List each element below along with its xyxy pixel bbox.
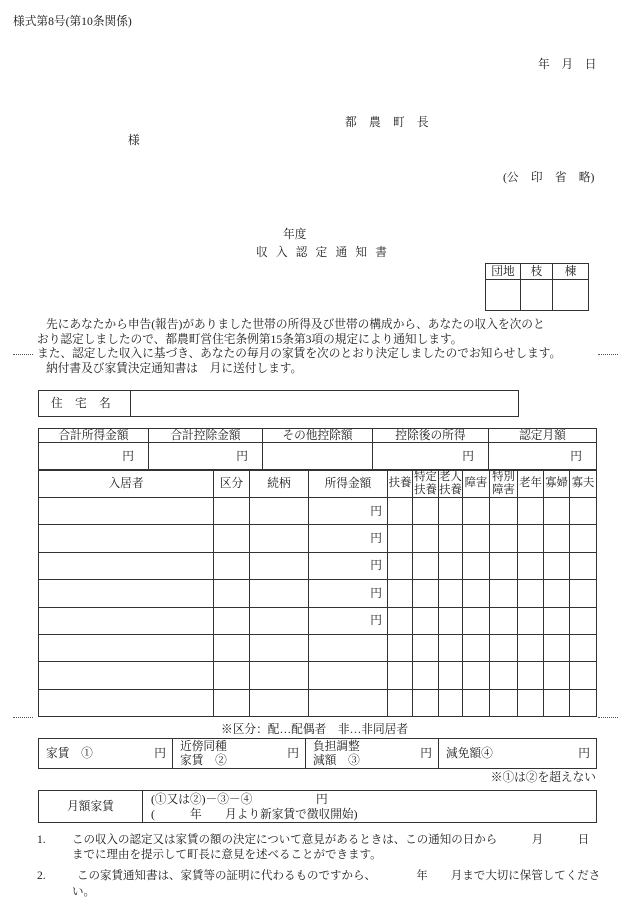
monthly-rent-label: 月額家賃 [39,791,143,823]
housing-id-header-row [486,264,589,280]
monthly-rent-row [39,791,597,823]
category-note: ※区分：配…配偶者 非…非同居者 [221,723,409,736]
header-senior: 老年 [518,470,544,498]
housing-id-value-row [486,280,589,311]
dependent-cell [388,525,413,552]
seal-omitted-note: (公 印 省 略) [503,171,595,184]
widow-cell [544,662,570,689]
header-building: 棟 [553,264,589,280]
intro-paragraph [37,318,561,376]
monthly-rent-formula-line [151,792,596,807]
rent-base-label: 家賃 ① [46,746,93,760]
senior-cell [518,607,544,634]
dependent-cell [388,552,413,579]
resident-income-cell: 円 [309,525,388,552]
monthly-rent-formula: (①又は②)－③－④ [151,792,253,806]
form-number: 様式第8号(第10条関係) [13,15,132,28]
elderly-dependent-cell [439,607,463,634]
special-disability-cell [490,662,518,689]
resident-category-cell [214,552,250,579]
widow-cell [544,580,570,607]
widow-cell [544,525,570,552]
resident-row [39,580,597,607]
widower-cell [570,580,597,607]
specific-dependent-cell [413,552,439,579]
resident-relation-cell [250,689,309,716]
widower-cell [570,607,597,634]
resident-name-cell [39,580,214,607]
header-special-disability: 特別 障害 [490,470,518,498]
resident-name-cell [39,498,214,525]
special-disability-cell [490,689,518,716]
fold-mark-left [13,717,33,718]
intro-line: 納付書及び家賃決定通知書は 月に送付します。 [46,361,303,375]
senior-cell [518,525,544,552]
senior-cell [518,580,544,607]
monthly-rent-detail [143,791,597,823]
header-dependent: 扶養 [388,470,413,498]
resident-relation-cell [250,498,309,525]
disability-cell [463,552,490,579]
header-total-income: 合計所得金額 [39,429,149,443]
disability-cell [463,689,490,716]
senior-cell [518,634,544,661]
header-elderly-dependent: 老人 扶養 [439,471,462,496]
resident-name-cell [39,552,214,579]
elderly-dependent-cell [439,580,463,607]
note-number: 1. [37,834,46,846]
header-other-deduction: その他控除額 [263,429,373,443]
resident-relation-cell [250,525,309,552]
elderly-dependent-cell [439,552,463,579]
resident-category-cell [214,607,250,634]
rent-cell-adjustment [306,739,439,769]
resident-relation-cell [250,552,309,579]
total-deduction-value: 円 [149,443,263,471]
issuer: 都 農 町 長 [345,116,429,129]
special-disability-cell [490,607,518,634]
certified-monthly-amount-value: 円 [489,443,597,471]
total-income-value: 円 [39,443,149,471]
resident-income-cell [309,662,388,689]
rent-cell-exemption [439,739,597,769]
resident-category-cell [214,634,250,661]
resident-income-cell [309,689,388,716]
yen-unit: 円 [316,792,328,806]
yen-unit: 円 [578,746,590,760]
dependent-cell [388,607,413,634]
resident-income-cell: 円 [309,552,388,579]
disability-cell [463,662,490,689]
rent-row [39,739,597,769]
widower-cell [570,498,597,525]
resident-row [39,525,597,552]
senior-cell [518,662,544,689]
resident-name-cell [39,634,214,661]
housing-name-table [38,390,519,417]
elderly-dependent-cell [439,498,463,525]
header-specific-dependent: 特定 扶養 [414,471,437,496]
senior-cell [518,498,544,525]
widower-cell [570,634,597,661]
fold-mark-right [598,717,618,718]
resident-category-cell [214,525,250,552]
widow-cell [544,498,570,525]
resident-income-cell: 円 [309,580,388,607]
disability-cell [463,634,490,661]
rent-cell-content [439,747,596,761]
housing-name-label: 住 宅 名 [39,391,131,417]
resident-row [39,607,597,634]
intro-line: おり認定しましたので、都農町営住宅条例第15条第3項の規定により通知します。 [37,332,463,346]
resident-row [39,689,597,716]
header-income-after-deduction: 控除後の所得 [373,429,489,443]
widow-cell [544,607,570,634]
header-resident: 入居者 [39,470,214,498]
resident-relation-cell [250,662,309,689]
residents-table [38,469,597,717]
fold-mark-left [13,354,33,355]
rent-cell-base [39,739,173,769]
header-branch: 枝 [521,264,553,280]
monthly-rent-table [38,790,597,823]
resident-row [39,498,597,525]
note-line: この家賃通知書は、家賃等の証明に代わるものですから、 年 月まで大切に保管してくださ [77,870,601,882]
specific-dependent-cell [413,662,439,689]
note-line: い。 [72,886,95,898]
rent-cell-content [39,747,172,761]
elderly-dependent-cell [439,634,463,661]
widow-cell [544,689,570,716]
header-complex: 団地 [486,264,521,280]
complex-value-cell [486,280,521,311]
dependent-cell [388,580,413,607]
yen-unit: 円 [154,746,166,760]
rent-cap-note: ※①は②を超えない [490,771,596,784]
resident-relation-cell [250,580,309,607]
specific-dependent-cell [413,634,439,661]
dependent-cell [388,634,413,661]
widow-cell [544,552,570,579]
header-disability: 障害 [463,470,490,498]
widower-cell [570,689,597,716]
yen-unit: 円 [420,746,432,760]
header-widow: 寡婦 [544,470,570,498]
rent-cell-market [173,739,306,769]
rent-table [38,738,597,769]
addressee-honorific: 様 [128,134,140,147]
intro-line: また、認定した収入に基づき、あなたの毎月の家賃を次のとおり決定しましたのでお知らせします。 [37,347,562,361]
elderly-dependent-cell [439,689,463,716]
widow-cell [544,634,570,661]
special-disability-cell [490,634,518,661]
specific-dependent-cell [413,498,439,525]
resident-relation-cell [250,607,309,634]
header-total-deduction: 合計控除金額 [149,429,263,443]
resident-relation-cell [250,634,309,661]
specific-dependent-cell [413,580,439,607]
resident-row [39,552,597,579]
resident-name-cell [39,662,214,689]
rent-cell-content [306,740,438,768]
income-summary-value-row [39,443,597,471]
other-deduction-value [263,443,373,471]
resident-name-cell [39,525,214,552]
residents-header-row [39,470,597,498]
income-summary-header-row [39,429,597,443]
specific-dependent-cell [413,607,439,634]
resident-category-cell [214,498,250,525]
header-income: 所得金額 [309,470,388,498]
senior-cell [518,689,544,716]
rent-cell-content [173,740,305,768]
special-disability-cell [490,552,518,579]
dependent-cell [388,662,413,689]
header-widower: 寡夫 [570,470,597,498]
rent-exemption-label: 減免額④ [446,746,493,760]
dependent-cell [388,689,413,716]
yen-unit: 円 [287,746,299,760]
header-relation: 続柄 [250,470,309,498]
header-category: 区分 [214,470,250,498]
rent-collection-start-note: ( 年 月より新家賃で徴収開始) [151,807,358,821]
rent-market-label: 近傍同種 家賃 ② [180,739,227,767]
resident-category-cell [214,580,250,607]
special-disability-cell [490,498,518,525]
housing-id-table [485,263,589,311]
intro-line: 先にあなたから申告(報告)がありました世帯の所得及び世帯の構成から、あなたの収入を次のと [46,318,545,331]
resident-name-cell [39,607,214,634]
resident-name-cell [39,689,214,716]
resident-row [39,634,597,661]
disability-cell [463,525,490,552]
fiscal-year-label: 年度 [283,228,307,241]
note-line: この収入の認定又は家賃の額の決定について意見があるときは、この通知の日から 月 日 [72,834,590,846]
widower-cell [570,525,597,552]
disability-cell [463,580,490,607]
income-summary-table [38,428,597,471]
housing-name-row [39,391,519,417]
resident-row [39,662,597,689]
special-disability-cell [490,525,518,552]
widower-cell [570,662,597,689]
building-value-cell [553,280,589,311]
resident-category-cell [214,662,250,689]
dependent-cell [388,498,413,525]
resident-income-cell [309,634,388,661]
header-certified-monthly-amount: 認定月額 [489,429,597,443]
document-title: 収 入 認 定 通 知 書 [256,246,387,259]
note-number: 2. [37,870,46,882]
rent-adjustment-label: 負担調整 減額 ③ [313,739,360,767]
resident-category-cell [214,689,250,716]
elderly-dependent-cell [439,525,463,552]
branch-value-cell [521,280,553,311]
disability-cell [463,498,490,525]
specific-dependent-cell [413,689,439,716]
fold-mark-right [598,354,618,355]
specific-dependent-cell [413,525,439,552]
monthly-rent-detail-content [143,792,596,822]
special-disability-cell [490,580,518,607]
issue-date: 年 月 日 [538,58,597,71]
disability-cell [463,607,490,634]
income-after-deduction-value: 円 [373,443,489,471]
resident-income-cell: 円 [309,607,388,634]
resident-income-cell: 円 [309,498,388,525]
note-line: までに理由を提示して町長に意見を述べることができます。 [72,849,382,861]
senior-cell [518,552,544,579]
housing-name-value-cell [131,391,519,417]
widower-cell [570,552,597,579]
elderly-dependent-cell [439,662,463,689]
